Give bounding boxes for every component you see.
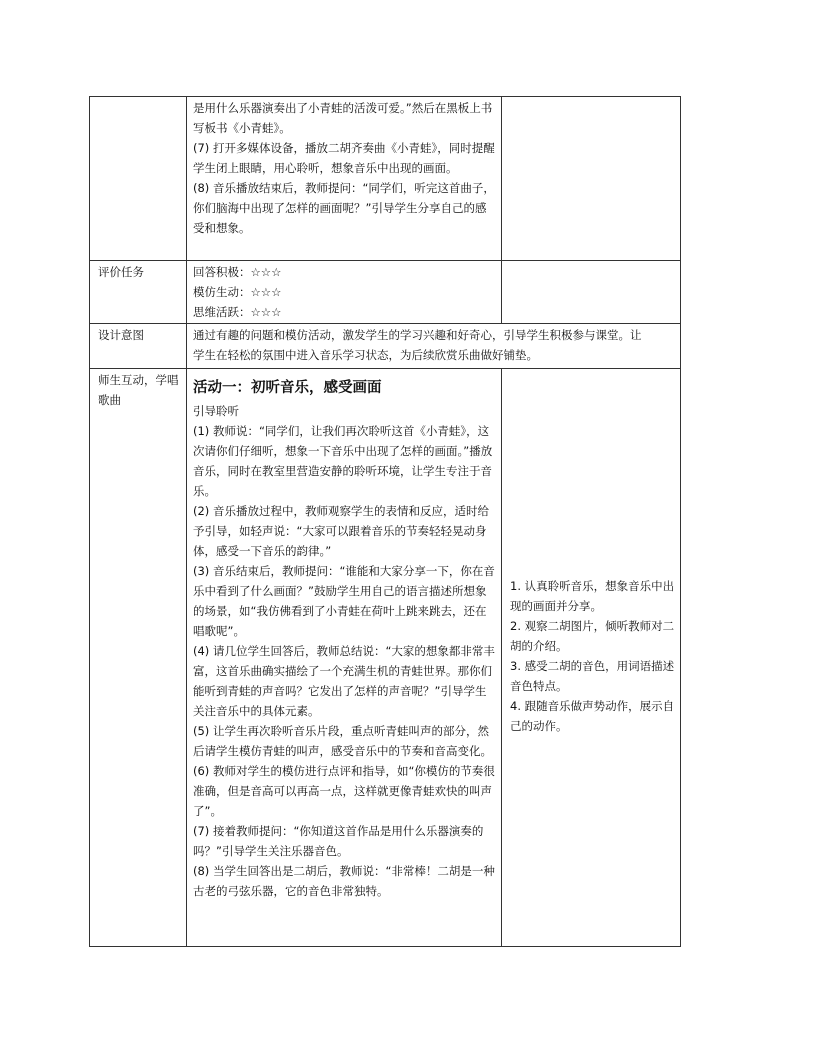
row-label [90, 324, 187, 369]
rating-item: 回答积极：☆☆☆ [193, 265, 282, 279]
design-intent-label: 设计意图 [98, 328, 144, 342]
paragraph: 是用什么乐器演奏出了小青蛙的活泼可爱。”然后在黑板上书写板书《小青蛙》。 [193, 101, 493, 135]
paragraph: (8) 当学生回答出是二胡后，教师说：“非常棒！二胡是一种古老的弓弦乐器，它的音色非常独特。 [193, 864, 495, 898]
list-item: 3. 感受二胡的音色，用词语描述音色特点。 [510, 659, 675, 693]
paragraph: (1) 教师说：“同学们，让我们再次聆听这首《小青蛙》，这次请你们仔细听，想象一下音乐中出现了怎样的画面。”播放音乐，同时在教室里营造安静的聆听环境，让学生专注于音乐。 [193, 424, 493, 498]
empty-cell [502, 261, 681, 324]
activity-cell [187, 369, 502, 947]
paragraph: (3) 音乐结束后，教师提问：“谁能和大家分享一下，你在音乐中看到了什么画面？”鼓励学生用自己的语言描述所想象的场景，如“我仿佛看到了小青蛙在荷叶上跳来跳去，还在唱歌呢”。 [193, 564, 495, 638]
table-row [90, 324, 681, 369]
row-label [90, 97, 187, 261]
list-item: 4. 跟随音乐做声势动作，展示自己的动作。 [510, 699, 675, 733]
lesson-plan-table [89, 96, 681, 947]
paragraph: (4) 请几位学生回答后，教师总结说：“大家的想象都非常丰富，这首乐曲确实描绘了一个充满生机的青蛙世界。那你们能听到青蛙的声音吗？它发出了怎样的声音呢？”引导学生关注音乐中的具体元素。 [193, 644, 495, 718]
rating-item: 思维活跃：☆☆☆ [193, 305, 282, 319]
paragraph: (6) 教师对学生的模仿进行点评和指导，如“你模仿的节奏很准确，但是音高可以再高一点，这样就更像青蛙欢快的叫声了”。 [193, 764, 495, 818]
paragraph: (7) 接着教师提问：“你知道这首作品是用什么乐器演奏的吗？”引导学生关注乐器音色。 [193, 824, 484, 858]
activity-title: 活动一：初听音乐，感受画面 [193, 380, 382, 396]
design-intent-text: 通过有趣的问题和模仿活动，激发学生的学习兴趣和好奇心，引导学生积极参与课堂。让学生在轻松的氛围中进入音乐学习状态，为后续欣赏乐曲做好铺垫。 [187, 324, 681, 369]
ratings-cell [187, 261, 502, 324]
activity-subtitle: 引导聆听 [193, 404, 239, 418]
paragraph: (8) 音乐播放结束后，教师提问：“同学们，听完这首曲子，你们脑海中出现了怎样的画面呢？”引导学生分享自己的感受和想象。 [193, 181, 495, 235]
student-activities-cell [502, 369, 681, 947]
row-label [90, 369, 187, 947]
paragraph: (2) 音乐播放过程中，教师观察学生的表情和反应，适时给予引导，如轻声说：“大家可以跟着音乐的节奏轻轻晃动身体，感受一下音乐的韵律。” [193, 504, 489, 558]
list-item: 2. 观察二胡图片，倾听教师对二胡的介绍。 [510, 619, 675, 653]
paragraph: (5) 让学生再次聆听音乐片段，重点听青蛙叫声的部分，然后请学生模仿青蛙的叫声，感受音乐中的节奏和音高变化。 [193, 724, 492, 758]
row-label [90, 261, 187, 324]
list-item: 1. 认真聆听音乐，想象音乐中出现的画面并分享。 [510, 579, 675, 613]
evaluation-label: 评价任务 [98, 265, 144, 279]
table-row [90, 261, 681, 324]
table-row [90, 369, 681, 947]
student-activities-list [508, 370, 675, 736]
paragraph: (7) 打开多媒体设备，播放二胡齐奏曲《小青蛙》，同时提醒学生闭上眼睛，用心聆听，想象音乐中出现的画面。 [193, 141, 495, 175]
interaction-label: 师生互动，学唱歌曲 [98, 373, 179, 407]
table-row [90, 97, 681, 261]
content-cell [187, 97, 502, 261]
right-cell [502, 97, 681, 261]
rating-item: 模仿生动：☆☆☆ [193, 285, 282, 299]
